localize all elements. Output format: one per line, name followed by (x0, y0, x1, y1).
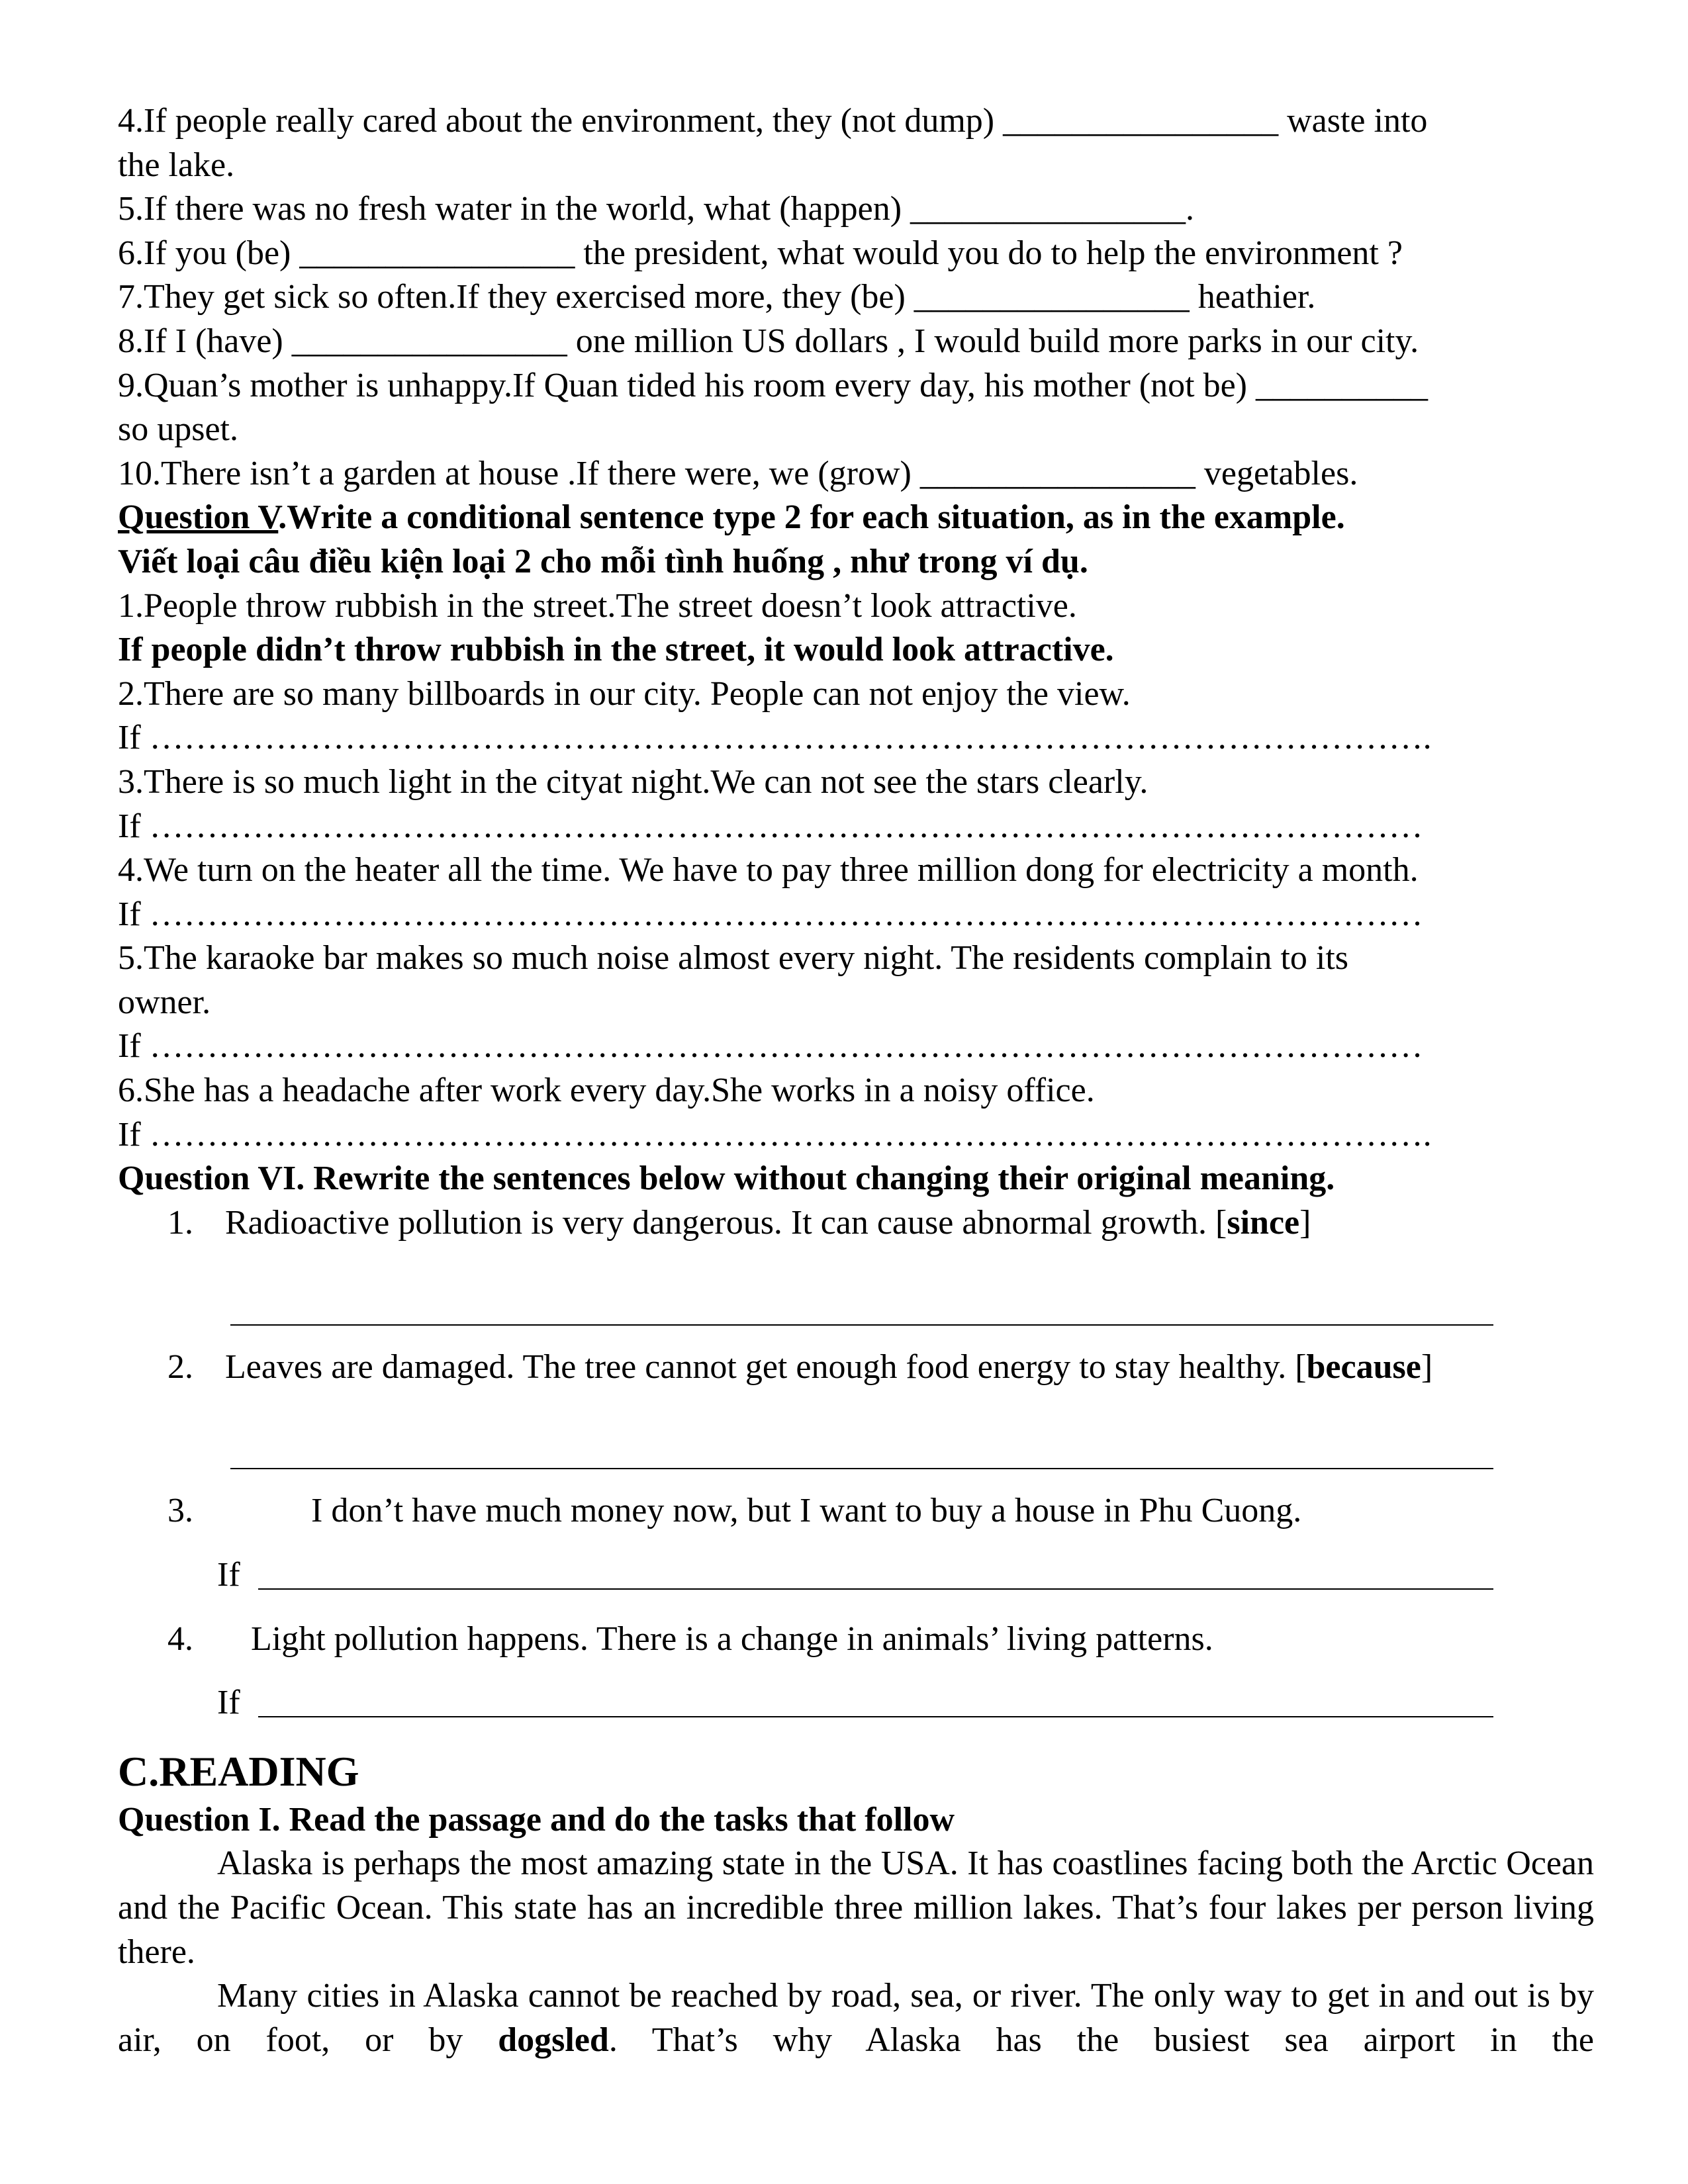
question-6-title: Question VI. Rewrite the sentences below without changing their original meaning. (118, 1160, 1335, 1198)
answer-line[interactable]: If ………………………………………………………………………………………………… (118, 807, 1423, 845)
answer-blank[interactable] (118, 1289, 1594, 1334)
answer-line[interactable]: If …………………………………………………………………………………………………. (118, 1115, 1432, 1154)
answer-line[interactable]: If …………………………………………………………………………………………………. (118, 719, 1432, 757)
item-text (118, 1345, 1594, 1390)
answer-rule (258, 1716, 1493, 1717)
reading-question-title: Question I. Read the passage and do the tasks that follow (118, 1800, 955, 1839)
exercise-line: 9.Quan’s mother is unhappy.If Quan tided his room every day, his mother (not be) __________ (118, 366, 1428, 404)
item-sentence: Radioactive pollution is very dangerous. It can cause abnormal growth. [ (225, 1203, 1227, 1242)
exercise-line: the lake. (118, 146, 235, 184)
answer-blank[interactable] (118, 1681, 1594, 1725)
if-label: If (217, 1684, 240, 1722)
question-5-subtitle: Viết loại câu điều kiện loại 2 cho mỗi tình huống , như trong ví dụ. (118, 542, 1088, 580)
exercise-line: 4.If people really cared about the environment, they (not dump) ________________ waste into (118, 102, 1428, 140)
passage-paragraph-1: Alaska is perhaps the most amazing state in the USA. It has coastlines facing both the Arctic Ocean and the Pacific Ocean. This state has an incredible three million lakes. That’s four lakes per person living there. (118, 1844, 1594, 1971)
answer-blank[interactable] (118, 1433, 1594, 1478)
exercise-line: 5.If there was no fresh water in the world, what (happen) ________________. (118, 190, 1195, 228)
blank-spacer (118, 1389, 1594, 1433)
reading-section (118, 1745, 1594, 2063)
exercise-line: 5.The karaoke bar makes so much noise almost every night. The residents complain to its (118, 939, 1349, 978)
reading-heading: C.READING (118, 1747, 359, 1795)
if-label: If (217, 1556, 240, 1594)
rewrite-item-4 (118, 1617, 1594, 1662)
exercise-line: 2.There are so many billboards in our city. People can not enjoy the view. (118, 674, 1131, 713)
exercise-line: 7.They get sick so often.If they exercised more, they (be) ________________ heathier. (118, 278, 1316, 316)
passage-paragraph-2 (118, 1974, 1594, 2062)
item-keyword: since (1227, 1203, 1300, 1242)
question-5-example-answer: If people didn’t throw rubbish in the street, it would look attractive. (118, 631, 1114, 669)
answer-rule (230, 1468, 1493, 1469)
passage-text: . That’s why Alaska has the busiest sea airport in the (608, 2021, 1594, 2059)
exercise-line: 4.We turn on the heater all the time. We have to pay three million dong for electricity a month. (118, 851, 1419, 889)
exercise-line: 3.There is so much light in the cityat night.We can not see the stars clearly. (118, 762, 1149, 801)
question-5-instruction: .Write a conditional sentence type 2 for each situation, as in the example. (278, 498, 1345, 537)
exercise-line: owner. (118, 983, 211, 1021)
question-5 (118, 496, 1594, 1157)
question-6 (118, 1157, 1594, 1725)
item-number: 4. (167, 1619, 193, 1658)
blank-spacer (118, 1245, 1594, 1289)
item-number: 2. (167, 1347, 193, 1386)
answer-rule (230, 1324, 1493, 1326)
exercise-line: 10.There isn’t a garden at house .If there were, we (grow) ________________ vegetables. (118, 454, 1358, 492)
item-text: I don’t have much money now, but I want to buy a house in Phu Cuong. (225, 1492, 1302, 1530)
rewrite-item-3 (118, 1489, 1594, 1533)
item-number: 1. (167, 1203, 193, 1242)
passage-text: Many cities in Alaska cannot be reached by road, sea, or river. The only way to get in and out is by air, on foot, or by (118, 1977, 1594, 2059)
exercise-part4 (118, 99, 1594, 496)
rewrite-item-2 (118, 1345, 1594, 1390)
item-bracket: ] (1299, 1203, 1311, 1242)
item-sentence: Leaves are damaged. The tree cannot get enough food energy to stay healthy. [ (225, 1347, 1307, 1386)
question-5-label: Question V (118, 498, 279, 537)
item-text: Light pollution happens. There is a change in animals’ living patterns. (225, 1619, 1213, 1658)
exercise-line: 6.If you (be) ________________ the president, what would you do to help the environment ? (118, 234, 1403, 272)
item-bracket: ] (1421, 1347, 1433, 1386)
item-text (118, 1201, 1594, 1246)
question-5-example: 1.People throw rubbish in the street.The street doesn’t look attractive. (118, 586, 1077, 625)
passage-bold-word: dogsled (498, 2021, 609, 2059)
answer-line[interactable]: If ………………………………………………………………………………………………… (118, 1027, 1423, 1066)
rewrite-item-1 (118, 1201, 1594, 1246)
item-keyword: because (1306, 1347, 1421, 1386)
item-number: 3. (167, 1492, 193, 1530)
exercise-line: 6.She has a headache after work every day.She works in a noisy office. (118, 1071, 1095, 1110)
exercise-line: so upset. (118, 410, 238, 449)
exercise-line: 8.If I (have) ________________ one million US dollars , I would build more parks in our city. (118, 322, 1419, 360)
answer-rule (258, 1588, 1493, 1590)
answer-blank[interactable] (118, 1553, 1594, 1598)
answer-line[interactable]: If ………………………………………………………………………………………………… (118, 895, 1423, 933)
question-5-title (118, 496, 1594, 540)
worksheet-page (118, 99, 1594, 2062)
